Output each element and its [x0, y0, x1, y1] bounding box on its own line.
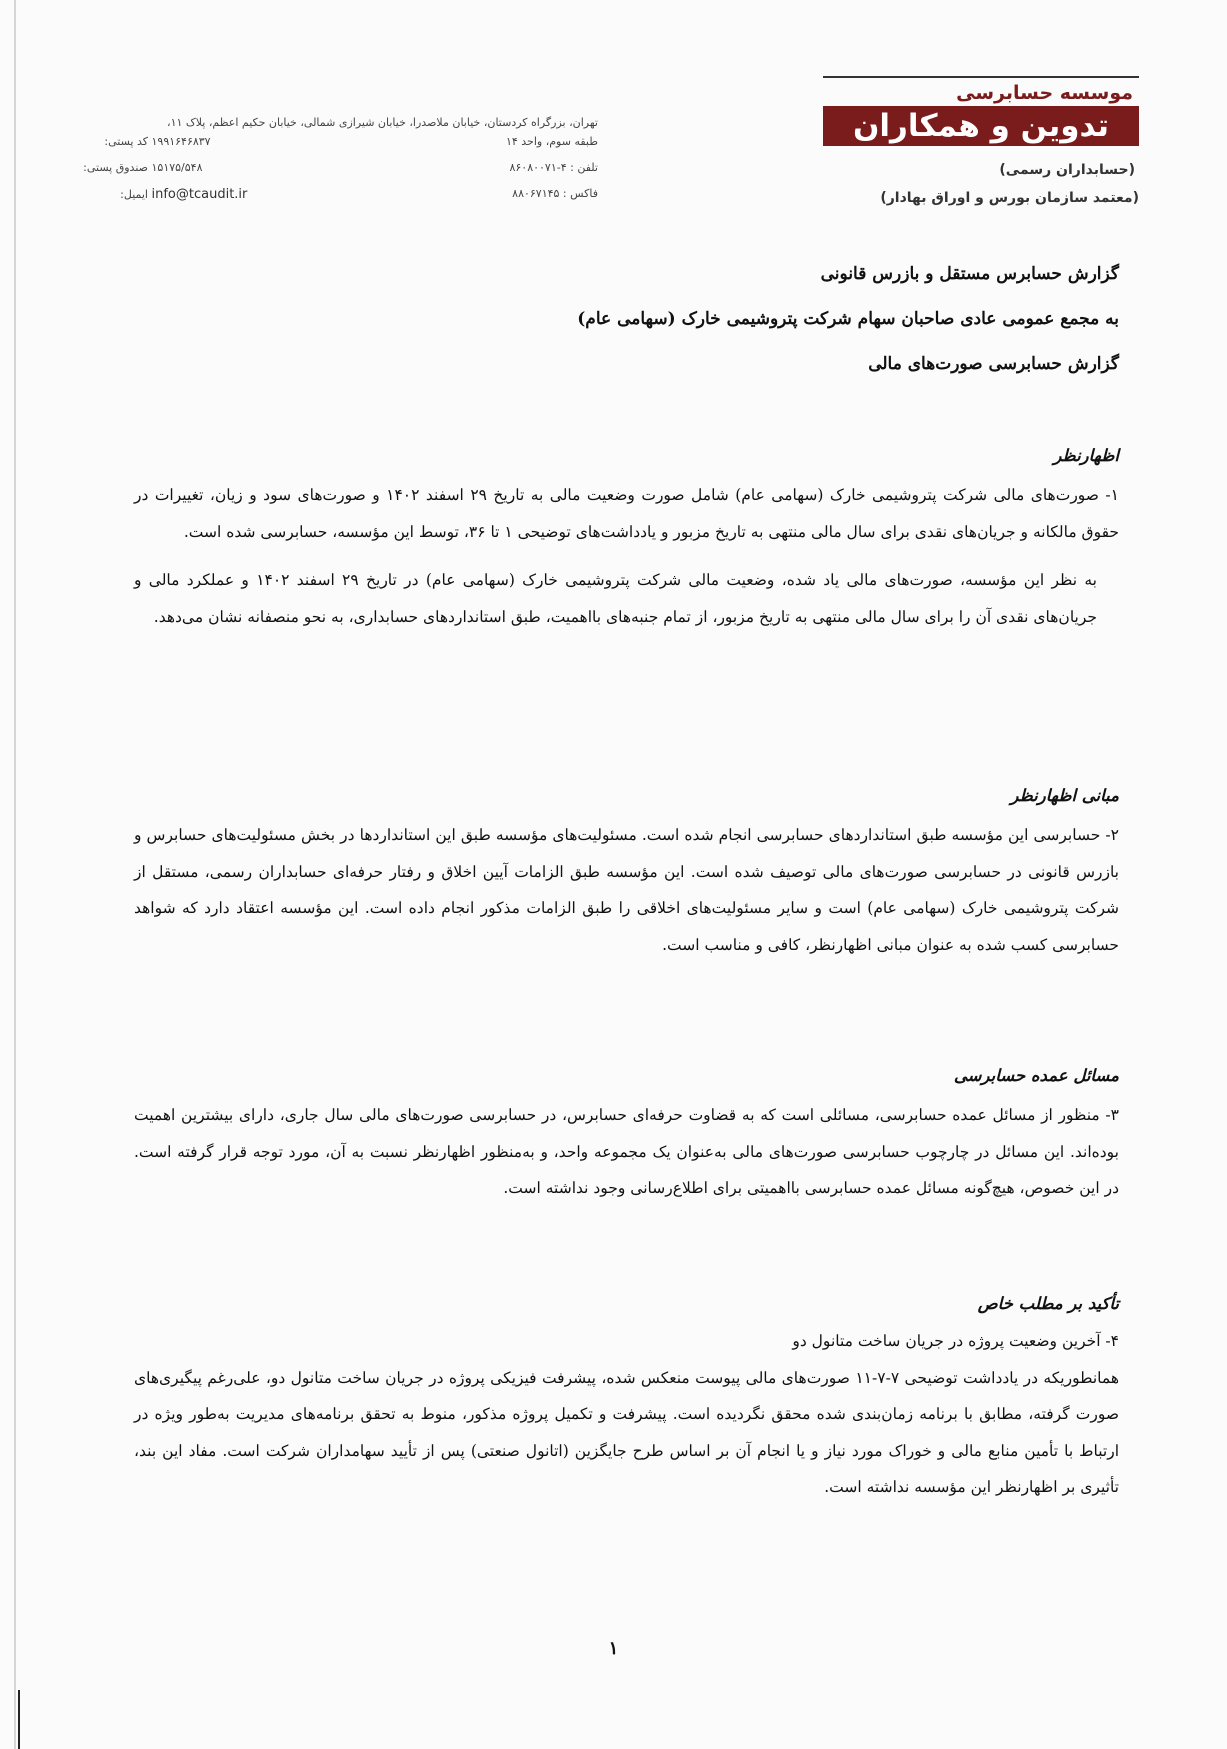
firm-logo: [823, 76, 1139, 206]
section-heading: اظهارنظر: [1053, 446, 1119, 465]
paragraph: همانطوریکه در یادداشت توضیحی ۷-۷-۱۱ صورت‌های مالی پیوست منعکس شده، پیشرفت فیزیکی پروژه در جریان ساخت متانول دو، علی‌رغم پیگیری‌های صورت گرفته، مطابق با برنامه زمان‌بندی شده محقق نگردیده است. پیشرفت و تکمیل پروژه مذکور، منوط به تحقق برنامه‌های مدیریت به‌طور ویژه در ارتباط با تأمین منابع مالی و خوراک مورد نیاز و یا انجام آن بر اساس طرح جایگزین (اتانول صنعتی) پس از تأیید سهامداران شرکت است. مفاد این بند، تأثیری بر اظهارنظر این مؤسسه نداشته است.: [134, 1368, 1119, 1496]
po-box: [83, 161, 203, 174]
paragraph: ۱- صورت‌های مالی شرکت پتروشیمی خارک (سهامی عام) شامل صورت وضعیت مالی به تاریخ ۲۹ اسفند ۱۴۰۲ و صورت‌های سود و زیان، تغییرات در حقوق مالکانه و جریان‌های نقدی برای سال مالی منتهی به تاریخ مزبور و یادداشت‌های توضیحی ۱ تا ۳۶، توسط این مؤسسه، حسابرسی شده است.: [134, 486, 1119, 541]
contact-row-1: [88, 129, 598, 155]
contact-info: [83, 116, 598, 207]
address-line: تهران، بزرگراه کردستان، خیابان ملاصدرا، خیابان شیرازی شمالی، خیابان حکیم اعظم، پلاک ۱۱،: [167, 116, 598, 129]
paragraph: ۳- منظور از مسائل عمده حسابرسی، مسائلی است که به قضاوت حرفه‌ای حسابرس، در حسابرسی صورت‌های مالی سال جاری، دارای بیشترین اهمیت بوده‌اند. این مسائل در چارچوب حسابرسی صورت‌های مالی به‌عنوان یک مجموعه واحد، و به‌منظور اظهارنظر نسبت به آن، مورد توجه قرار گرفته است. در این خصوص، هیچ‌گونه مسائل عمده حسابرسی بااهمیتی برای اطلاع‌رسانی وجود نداشته است.: [134, 1106, 1119, 1197]
section-heading: مبانی اظهارنظر: [1010, 786, 1119, 805]
report-title-2: به مجمع عمومی عادی صاحبان سهام شرکت پتروشیمی خارک (سهامی عام): [577, 309, 1119, 329]
report-titles: [577, 262, 1119, 397]
email: [88, 187, 247, 202]
postal-code: [88, 135, 211, 148]
email-label: ایمیل:: [120, 188, 148, 201]
contact-row-3: [88, 181, 598, 207]
floor-text: طبقه سوم، واحد ۱۴: [505, 135, 598, 148]
report-title-3: گزارش حسابرسی صورت‌های مالی: [868, 354, 1119, 374]
paragraph: به نظر این مؤسسه، صورت‌های مالی یاد شده، وضعیت مالی شرکت پتروشیمی خارک (سهامی عام) در تاریخ ۲۹ اسفند ۱۴۰۲ و عملکرد مالی و جریان‌های نقدی آن را برای سال مالی منتهی به تاریخ مزبور، از تمام جنبه‌های بااهمیت، طبق استانداردهای حسابداری، به نحو منصفانه نشان می‌دهد.: [134, 571, 1097, 626]
logo-subtitle-sec: (معتمد سازمان بورس و اوراق بهادار): [880, 190, 1139, 206]
postal-code-value: ۱۹۹۱۶۴۶۸۳۷: [151, 135, 211, 148]
po-box-value: ۱۵۱۷۵/۵۴۸: [151, 161, 203, 174]
fax-text: فاکس : ۸۸۰۶۷۱۴۵: [512, 187, 598, 200]
paragraph-item-title: ۴- آخرین وضعیت پروژه در جریان ساخت متانول دو: [792, 1332, 1119, 1350]
report-title-1: گزارش حسابرس مستقل و بازرس قانونی: [820, 264, 1119, 284]
po-box-label: صندوق پستی:: [83, 161, 148, 174]
section-basis: [134, 786, 1119, 963]
logo-firm-name: تدوین و همکاران: [823, 106, 1139, 146]
phone-text: تلفن : ۴-۸۶۰۸۰۰۷۱: [509, 161, 598, 174]
section-heading: مسائل عمده حسابرسی: [953, 1066, 1119, 1085]
paragraph: ۲- حسابرسی این مؤسسه طبق استانداردهای حسابرسی انجام شده است. مسئولیت‌های مؤسسه طبق این استانداردها در بخش مسئولیت‌های حسابرس و بازرس قانونی در حسابرسی صورت‌های مالی توصیف شده است. این مؤسسه طبق الزامات آیین اخلاق و رفتار حرفه‌ای حسابداران رسمی، مستقل از شرکت پتروشیمی خارک (سهامی عام) است و سایر مسئولیت‌های اخلاقی را طبق الزامات مذکور انجام داده است. این مؤسسه اعتقاد دارد که شواهد حسابرسی کسب شده به عنوان مبانی اظهارنظر، کافی و مناسب است.: [134, 826, 1119, 954]
scan-edge-mark: [18, 1690, 20, 1749]
contact-row-2: [83, 155, 598, 181]
email-value: info@tcaudit.ir: [151, 187, 248, 202]
logo-subtitle-certified: (حسابداران رسمی): [999, 162, 1135, 178]
logo-firm-line1: موسسه حسابرسی: [956, 82, 1133, 104]
section-emphasis: [134, 1294, 1119, 1506]
section-heading: تأکید بر مطلب خاص: [977, 1294, 1119, 1313]
logo-rule: [823, 76, 1139, 78]
section-opinion: [134, 446, 1119, 635]
scan-edge: [14, 0, 16, 1749]
section-key-audit-matters: [134, 1066, 1119, 1207]
postal-code-label: کد پستی:: [104, 135, 148, 148]
page-number: ۱: [608, 1638, 619, 1659]
